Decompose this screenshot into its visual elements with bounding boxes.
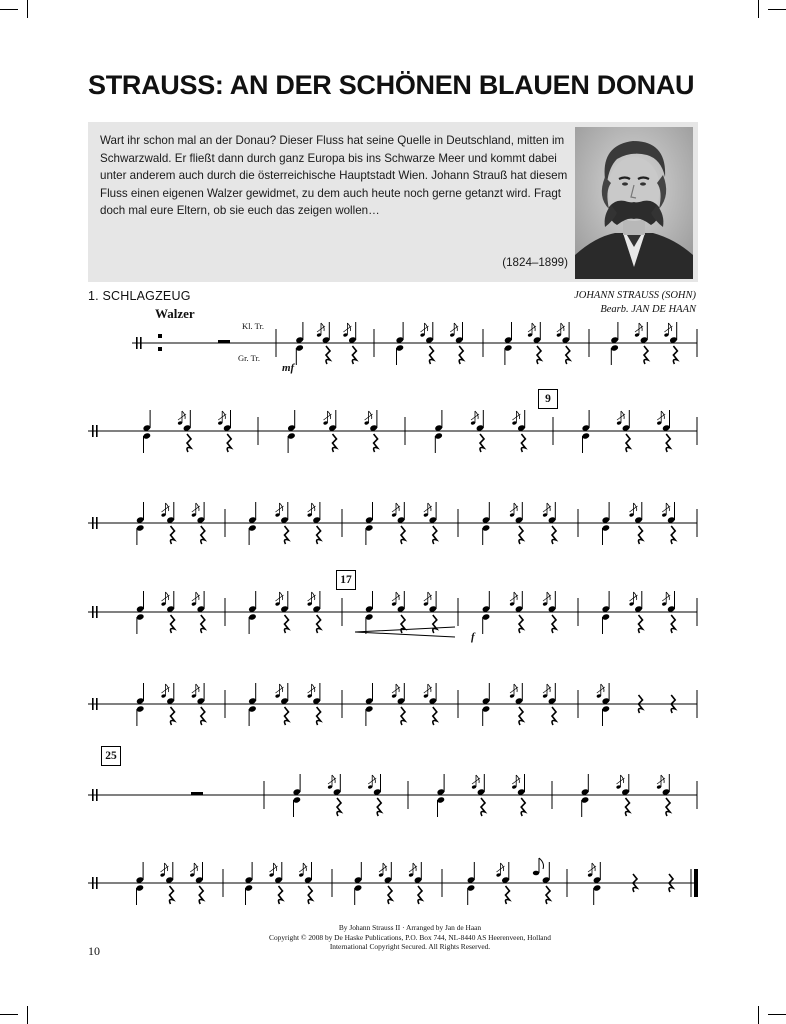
percussion-clef xyxy=(140,337,142,349)
percussion-clef xyxy=(96,698,98,710)
quarter-rest xyxy=(285,707,289,725)
quarter-rest xyxy=(401,707,405,725)
part-label: 1. SCHLAGZEUG xyxy=(88,289,191,303)
quarter-rest xyxy=(433,526,437,544)
quarter-rest xyxy=(201,707,205,725)
quarter-rest xyxy=(537,346,541,364)
quarter-rest xyxy=(552,615,556,633)
quarter-rest xyxy=(279,886,283,904)
quarter-rest xyxy=(639,526,643,544)
quarter-rest xyxy=(626,798,630,816)
arranger: Bearb. JAN DE HAAN xyxy=(600,304,696,315)
percussion-clef xyxy=(92,698,94,710)
quarter-rest xyxy=(333,434,337,452)
composer: JOHANN STRAUSS (SOHN) xyxy=(574,290,696,301)
quarter-rest xyxy=(481,798,485,816)
quarter-rest xyxy=(374,434,378,452)
percussion-clef xyxy=(96,789,98,801)
quarter-rest xyxy=(433,707,437,725)
percussion-clef xyxy=(136,337,138,349)
quarter-rest xyxy=(317,615,321,633)
quarter-rest xyxy=(285,526,289,544)
bass-drum-label: Gr. Tr. xyxy=(238,353,260,363)
intro-text: Wart ihr schon mal an der Donau? Dieser Fluss hat seine Quelle in Deutschland, mitten im Schwarzwald. Er fließt dann durch ganz Europa bis ins Schwarze Meer und kommt dabei unter anderem auch durch die österreichische Hauptstadt Wien. Johann Strauß hat diesem Fluss einen eigenen Walzer gewidmet, zu dem auch heute noch gerne getanzt wird. Fragt doch mal eure Eltern, ob sie euch das zeigen wollen… xyxy=(100,134,568,218)
quarter-rest xyxy=(317,526,321,544)
whole-rest xyxy=(191,792,203,795)
page-number: 10 xyxy=(88,944,100,958)
quarter-rest xyxy=(388,886,392,904)
quarter-rest xyxy=(418,886,422,904)
quarter-rest xyxy=(506,886,510,904)
quarter-rest xyxy=(201,526,205,544)
percussion-clef xyxy=(96,425,98,437)
quarter-rest xyxy=(187,434,191,452)
time-signature xyxy=(158,347,162,351)
quarter-rest xyxy=(171,526,175,544)
dynamic-mf: mf xyxy=(282,362,295,374)
eighth-note xyxy=(533,871,539,876)
quarter-rest xyxy=(552,707,556,725)
quarter-rest xyxy=(308,886,312,904)
quarter-rest xyxy=(433,615,437,633)
quarter-rest xyxy=(666,434,670,452)
quarter-rest xyxy=(459,346,463,364)
tempo-marking: Walzer xyxy=(155,306,195,321)
footer-line: International Copyright Secured. All Rights Reserved. xyxy=(329,942,491,952)
quarter-rest xyxy=(521,798,525,816)
footer-line: By Johann Strauss II · Arranged by Jan de Haan xyxy=(338,923,482,932)
quarter-rest xyxy=(430,346,434,364)
quarter-rest xyxy=(201,615,205,633)
quarter-rest xyxy=(326,346,330,364)
percussion-clef xyxy=(96,517,98,529)
quarter-rest xyxy=(401,615,405,633)
page-title: STRAUSS: AN DER SCHÖNEN BLAUEN DONAU xyxy=(88,70,695,100)
quarter-rest xyxy=(666,798,670,816)
copyright-footer xyxy=(180,923,640,952)
composer-years: (1824–1899) xyxy=(502,256,568,269)
percussion-clef xyxy=(92,789,94,801)
percussion-clef xyxy=(92,877,94,889)
time-signature xyxy=(158,334,162,338)
percussion-clef xyxy=(92,606,94,618)
quarter-rest xyxy=(519,615,523,633)
quarter-rest xyxy=(227,434,231,452)
quarter-rest xyxy=(639,615,643,633)
quarter-rest xyxy=(170,886,174,904)
quarter-rest xyxy=(671,615,675,633)
quarter-rest xyxy=(519,707,523,725)
quarter-rest xyxy=(480,434,484,452)
quarter-rest xyxy=(171,615,175,633)
quarter-rest xyxy=(317,707,321,725)
quarter-rest xyxy=(285,615,289,633)
dynamic-f: f xyxy=(471,631,475,643)
percussion-clef xyxy=(92,517,94,529)
quarter-rest xyxy=(352,346,356,364)
percussion-clef xyxy=(92,425,94,437)
eighth-flag xyxy=(539,858,544,869)
percussion-clef xyxy=(96,606,98,618)
quarter-rest xyxy=(519,526,523,544)
whole-rest xyxy=(218,340,230,343)
rehearsal-mark-25: 25 xyxy=(101,746,121,766)
quarter-rest xyxy=(626,434,630,452)
quarter-rest xyxy=(546,886,550,904)
final-barline xyxy=(694,869,698,897)
snare-drum-label: Kl. Tr. xyxy=(242,321,264,331)
rehearsal-mark-17: 17 xyxy=(336,570,356,590)
quarter-rest xyxy=(566,346,570,364)
quarter-rest xyxy=(644,346,648,364)
rehearsal-mark-9: 9 xyxy=(538,389,558,409)
quarter-rest xyxy=(171,707,175,725)
quarter-rest xyxy=(552,526,556,544)
quarter-rest xyxy=(673,346,677,364)
percussion-clef xyxy=(96,877,98,889)
quarter-rest xyxy=(377,798,381,816)
quarter-rest xyxy=(337,798,341,816)
footer-line: Copyright © 2008 by De Haske Publications, P.O. Box 744, NL-8440 AS Heerenveen, Holland xyxy=(269,932,551,942)
quarter-rest xyxy=(521,434,525,452)
quarter-rest xyxy=(199,886,203,904)
quarter-rest xyxy=(671,526,675,544)
quarter-rest xyxy=(401,526,405,544)
